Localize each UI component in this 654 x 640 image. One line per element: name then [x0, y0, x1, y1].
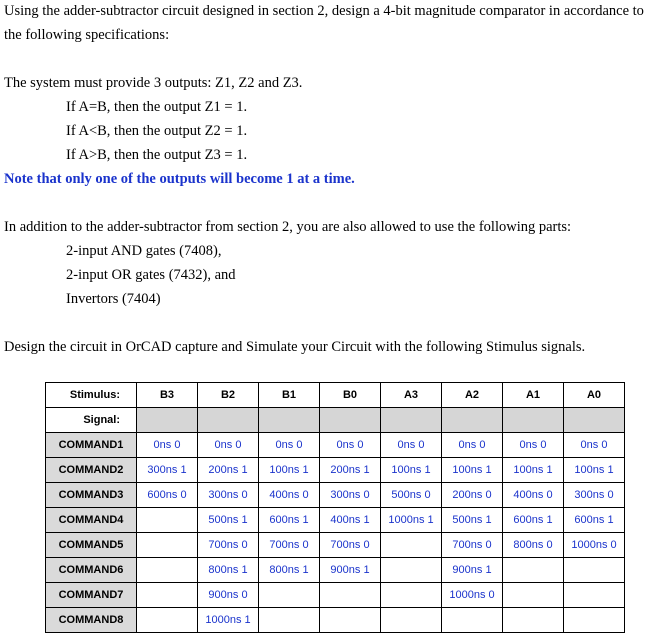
stimulus-cell: 500ns 0: [381, 483, 442, 508]
stimulus-cell: 800ns 1: [198, 558, 259, 583]
stimulus-cell: 0ns 0: [564, 433, 625, 458]
rule-greater: If A>B, then the output Z3 = 1.: [66, 147, 248, 163]
command-label: COMMAND8: [46, 608, 137, 633]
stimulus-cell: 200ns 0: [442, 483, 503, 508]
command-label: COMMAND7: [46, 583, 137, 608]
column-header: B3: [137, 383, 198, 408]
column-header: A1: [503, 383, 564, 408]
stimulus-cell: 500ns 1: [442, 508, 503, 533]
stimulus-cell: 700ns 0: [259, 533, 320, 558]
stimulus-cell: 900ns 1: [320, 558, 381, 583]
column-header: B1: [259, 383, 320, 408]
stimulus-cell: 600ns 0: [137, 483, 198, 508]
command-label: COMMAND3: [46, 483, 137, 508]
stimulus-cell: [503, 558, 564, 583]
stimulus-cell: 600ns 1: [259, 508, 320, 533]
stimulus-cell: [137, 533, 198, 558]
stimulus-cell: [381, 533, 442, 558]
table-row: [46, 583, 625, 608]
stimulus-cell: 1000ns 0: [564, 533, 625, 558]
command-label: COMMAND6: [46, 558, 137, 583]
stimulus-table: [45, 382, 625, 633]
stimulus-cell: 0ns 0: [259, 433, 320, 458]
stimulus-cell: 200ns 1: [198, 458, 259, 483]
table-row: [46, 483, 625, 508]
stimulus-cell: 200ns 1: [320, 458, 381, 483]
stimulus-cell: 800ns 1: [259, 558, 320, 583]
stimulus-cell: 300ns 0: [564, 483, 625, 508]
column-header: B2: [198, 383, 259, 408]
table-row: [46, 508, 625, 533]
table-row: [46, 608, 625, 633]
stimulus-cell: 0ns 0: [320, 433, 381, 458]
column-header: A3: [381, 383, 442, 408]
rule-less: If A<B, then the output Z2 = 1.: [66, 123, 248, 139]
command-label: COMMAND5: [46, 533, 137, 558]
stimulus-cell: 600ns 1: [503, 508, 564, 533]
stimulus-cell: 500ns 1: [198, 508, 259, 533]
signal-cell: [259, 408, 320, 433]
stimulus-cell: [381, 583, 442, 608]
stimulus-cell: 0ns 0: [381, 433, 442, 458]
stimulus-cell: 800ns 0: [503, 533, 564, 558]
stimulus-cell: 0ns 0: [503, 433, 564, 458]
stimulus-cell: 100ns 1: [259, 458, 320, 483]
stimulus-cell: 300ns 1: [137, 458, 198, 483]
stimulus-cell: 100ns 1: [503, 458, 564, 483]
stimulus-cell: 0ns 0: [442, 433, 503, 458]
table-row: [46, 433, 625, 458]
stimulus-cell: [137, 608, 198, 633]
parts-heading: In addition to the adder-subtractor from section 2, you are also allowed to use the following parts:: [4, 219, 572, 235]
stimulus-cell: 700ns 0: [320, 533, 381, 558]
stimulus-cell: [137, 583, 198, 608]
stimulus-cell: [259, 583, 320, 608]
stimulus-cell: [137, 508, 198, 533]
stimulus-cell: [564, 558, 625, 583]
part-or-gates: 2-input OR gates (7432), and: [66, 267, 236, 283]
stimulus-cell: 900ns 1: [442, 558, 503, 583]
stimulus-cell: 700ns 0: [198, 533, 259, 558]
stimulus-cell: 0ns 0: [137, 433, 198, 458]
intro-line-1: Using the adder-subtractor circuit designed in section 2, design a 4-bit magnitude comparator in accordance to: [4, 3, 644, 19]
design-instruction: Design the circuit in OrCAD capture and Simulate your Circuit with the following Stimulus signals.: [4, 339, 586, 355]
signal-cell: [137, 408, 198, 433]
stimulus-cell: [564, 583, 625, 608]
column-header: B0: [320, 383, 381, 408]
stimulus-cell: 1000ns 0: [442, 583, 503, 608]
stimulus-cell: [442, 608, 503, 633]
column-header: A2: [442, 383, 503, 408]
stimulus-cell: 1000ns 1: [381, 508, 442, 533]
stimulus-cell: 0ns 0: [198, 433, 259, 458]
header-row: [46, 383, 625, 408]
stimulus-cell: [503, 608, 564, 633]
stimulus-cell: 400ns 0: [259, 483, 320, 508]
signal-row: [46, 408, 625, 433]
signal-cell: [198, 408, 259, 433]
stimulus-cell: 900ns 0: [198, 583, 259, 608]
stimulus-cell: 100ns 1: [442, 458, 503, 483]
stimulus-cell: [259, 608, 320, 633]
stimulus-cell: 700ns 0: [442, 533, 503, 558]
stimulus-cell: 100ns 1: [381, 458, 442, 483]
stimulus-cell: 400ns 1: [320, 508, 381, 533]
stimulus-cell: 300ns 0: [198, 483, 259, 508]
stimulus-cell: 600ns 1: [564, 508, 625, 533]
intro-line-2: the following specifications:: [4, 27, 170, 43]
rule-equal: If A=B, then the output Z1 = 1.: [66, 99, 248, 115]
table-row: [46, 533, 625, 558]
note: Note that only one of the outputs will become 1 at a time.: [4, 171, 355, 187]
part-invertors: Invertors (7404): [66, 291, 161, 307]
command-label: COMMAND4: [46, 508, 137, 533]
stimulus-cell: [503, 583, 564, 608]
signal-cell: [381, 408, 442, 433]
table-row: [46, 558, 625, 583]
stimulus-cell: 300ns 0: [320, 483, 381, 508]
signal-cell: [503, 408, 564, 433]
stimulus-cell: [564, 608, 625, 633]
stimulus-label: Stimulus:: [46, 383, 137, 408]
stimulus-cell: 100ns 1: [564, 458, 625, 483]
signal-cell: [564, 408, 625, 433]
signal-cell: [320, 408, 381, 433]
outputs-heading: The system must provide 3 outputs: Z1, Z2 and Z3.: [4, 75, 303, 91]
stimulus-cell: 1000ns 1: [198, 608, 259, 633]
stimulus-cell: [381, 558, 442, 583]
stimulus-cell: [381, 608, 442, 633]
command-label: COMMAND1: [46, 433, 137, 458]
column-header: A0: [564, 383, 625, 408]
part-and-gates: 2-input AND gates (7408),: [66, 243, 222, 259]
stimulus-cell: [320, 608, 381, 633]
command-label: COMMAND2: [46, 458, 137, 483]
stimulus-cell: [320, 583, 381, 608]
stimulus-cell: [137, 558, 198, 583]
stimulus-cell: 400ns 0: [503, 483, 564, 508]
signal-cell: [442, 408, 503, 433]
table-row: [46, 458, 625, 483]
signal-label: Signal:: [46, 408, 137, 433]
